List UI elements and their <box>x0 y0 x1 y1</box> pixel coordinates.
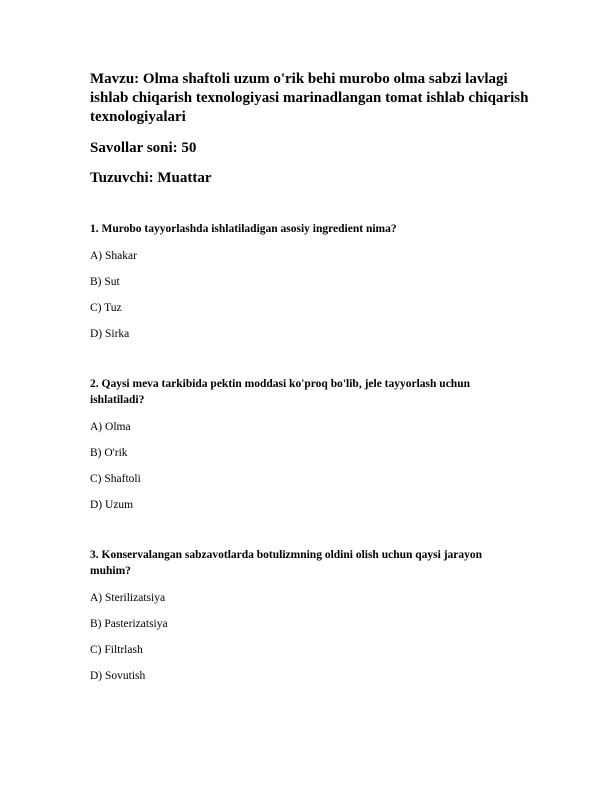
option-a: A) Olma <box>90 421 131 433</box>
question-1 <box>90 221 520 341</box>
question-3 <box>90 547 520 683</box>
answer-options <box>90 420 520 512</box>
document-header <box>90 70 530 188</box>
option-c: C) Tuz <box>90 302 122 314</box>
question-text: 2. Qaysi meva tarkibida pektin moddasi ko'proq bo'lib, jele tayyorlash uchun ishlatiladi? <box>90 378 470 406</box>
author: Tuzuvchi: Muattar <box>90 170 212 186</box>
answer-options <box>90 591 520 683</box>
question-text: 1. Murobo tayyorlashda ishlatiladigan asosiy ingredient nima? <box>90 223 397 235</box>
option-a: A) Sterilizatsiya <box>90 592 166 604</box>
option-d: D) Sovutish <box>90 670 146 682</box>
answer-options <box>90 249 520 341</box>
option-b: B) Sut <box>90 276 120 288</box>
question-count: Savollar soni: 50 <box>90 140 197 156</box>
option-d: D) Sirka <box>90 328 130 340</box>
option-c: C) Shaftoli <box>90 473 141 485</box>
option-c: C) Filtrlash <box>90 644 143 656</box>
option-b: B) Pasterizatsiya <box>90 618 168 630</box>
option-b: B) O'rik <box>90 447 128 459</box>
document-title: Mavzu: Olma shaftoli uzum o'rik behi murobo olma sabzi lavlagi ishlab chiqarish texnologiyasi marinadlangan tomat ishlab chiqarish texnologiyalari <box>90 71 529 125</box>
option-a: A) Shakar <box>90 250 137 262</box>
question-2 <box>90 376 520 512</box>
option-d: D) Uzum <box>90 499 134 511</box>
question-text: 3. Konservalangan sabzavotlarda botulizmning oldini olish uchun qaysi jarayon muhim? <box>90 549 483 577</box>
